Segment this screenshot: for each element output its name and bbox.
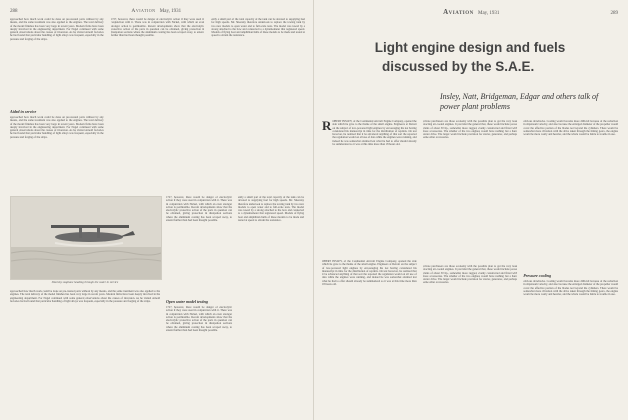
open-water-heading: Open water model testing (166, 299, 208, 304)
headline-line-1: Light engine design and fuels (374, 40, 566, 55)
left-lower-text-3: ently a small part of the total capacity of the tank can be devoted to supplying fuel for high speeds. Mr. Sikorsky therefore undertook to replace the towing tank by two new models to open water and to full-scale tests. The model was towed by a strong attached to the bow and connected to a dynamometer that registered speed. Models of flying boat and amphibian hulls of these models to be made and tested at speed to obtain the resistance. (238, 196, 304, 223)
article-deck: Insley, Natt, Bridgeman, Edgar and others talk of power plant problems (440, 92, 599, 111)
left-lower-column-1 (10, 290, 160, 412)
left-issue-date: May, 1931 (159, 9, 182, 14)
left-column-3-text: ently a small part of the total capacity of the tank can be devoted to supplying fuel for high speeds. Mr. Sikorsky therefore undertook to replace the towing tank by two new models to open water and to full-scale tests. The model was towed by a strong attached to the bow and connected to a dynamometer that registered speed. Models of flying boat and amphibian hulls of these models to be made and tested at speed to obtain the resistance. (211, 18, 306, 38)
left-column-3 (211, 18, 305, 200)
right-column-1-text: OBERT INSLEY, of the Continental Aircraft Engine Company, opened the side which he gave to the theme of the small engine. Engineers at Detroit on the subject of low-powered light engines by encouraging his not having considered his manuscript in time for the distribution of reprints. On test however, he realized that it be advanced anything of that sort the reported the regulation would on all use of data while the engines were running, and indeed he was somewhat alarmed lest what he had to offer should already be summarized so it was at this time more than 18 hours old. (332, 120, 417, 147)
right-column-2-text: private purchasers are those economy with the possible plan to get the very least exacting air-cooled engines. It provided the general that, these would include power plants of about 30 hp., somewhat more rugged, evenly constructed and fitted with more accessories. The smaller of the two engines would have nothing but a hand starter drive. The larger would include provision for starter, generator, and perhaps some other accessories. (422, 120, 518, 140)
right-column-2-text-b: private purchasers are those economy with the possible plan to get the very least exacting air-cooled engines. It provided the general that, these would include power plants of about 30 hp., somewhat more rugged, evenly constructed and fitted with more accessories. The smaller of the two engines would have nothing but a hand starter drive. The larger would include provision for starter, generator, and perhaps some other accessories. (422, 265, 518, 285)
left-column-1-text-b: approached how much work could be done on pre-treated parts without by any means, and the same treatment was also applied to the engines. The total delivery of the model finishes has been very large in recent years. Modern firms have been deeply involved in the engineering department. For Nagel continued with some general observations about the causes of inversion. As he visited Arnold factories he had found that particular handling of light alloys was frequent, especially in the pressure and forging of the strips. (10, 116, 104, 139)
left-magazine-name: Aviation (131, 8, 156, 14)
right-column-3-text-b: obvious drawbacks. Cooling would become more difficult because of the reduction in slipstream velocity, and also because the enlarged diameter of the propeller would cover the effective portion of the blades not beyond the cylinders. There would be somewhat more vibration with the drive taken through the timing gears, the engine would be more costly and heavier, and the whole would be liable to trouble in use. (523, 280, 619, 297)
left-page-number: 288 (10, 9, 18, 14)
right-column-1-text-b: OBERT INSLEY, of the Continental Aircraft Engine Company, opened the side which he gave to the theme of the small engine. Engineers at Detroit on the subject of low-powered light engines by encouraging his not having considered his manuscript in time for the distribution of reprints. On test however, he realized that it be advanced anything of that sort the reported the regulation would on all use of data while the engines were running, and indeed he was somewhat alarmed lest what he had to offer should already be summarized so it was at this time more than 18 hours old. (322, 260, 417, 287)
right-columns (322, 120, 618, 412)
left-running-head (10, 8, 305, 18)
seaplane-illustration (11, 197, 161, 279)
left-column-1 (10, 18, 104, 200)
right-page-number: 289 (610, 11, 618, 16)
figure-caption: Sikorsky seaplane heading through the water in service (51, 280, 119, 284)
left-lower-column-2 (166, 196, 232, 412)
left-column-1-text: approached how much work could be done on pre-treated parts without by any means, and the same treatment was also applied to the engines. The total delivery of the model finishes has been very large in recent years. Modern firms have been deeply involved in the engineering department. For Nagel continued with some general observations about the causes of inversion. As he visited Arnold factories he had found that particular handling of light alloys was frequent, especially in the pressure and forging of the strips. (10, 18, 104, 41)
right-running-head (322, 8, 618, 18)
right-column-3 (523, 120, 618, 412)
left-lower-text-2: 1727, however, there would be danger of electrolytic action if they were used in conjunction with it. There was in conjunction with Nickel, with which an even stronger action is permissible. Recent developments show that the electrolytic protective action of the parts in question can be obtained, giving protection in dissipation sections where the aluminum coating has been scraped away, to extend further than had been thought possible. (166, 196, 232, 223)
left-lower-text-2b: 1727, however, there would be danger of electrolytic action if they were used in conjunction with it. There was in conjunction with Nickel, with which an even stronger action is permissible. Recent developments show that the electrolytic protective action of the parts in question can be obtained, giving protection in dissipation sections where the aluminum coating has been scraped away, to extend further than had been thought possible. (166, 306, 232, 333)
left-column-2-text: 1727, however, there would be danger of electrolytic action if they were used in conjunction with it. There was in conjunction with Nickel, with which an even stronger action is permissible. Recent developments show that the electrolytic protective action of the parts in question can be obtained, giving protection in dissipation sections where the aluminum coating has been scraped away, to extend further than had been thought possible. (110, 18, 205, 38)
left-lower-text-1: approached how much work could be done on pre-treated parts without by any means, and the same treatment was also applied to the engines. The total delivery of the model finishes has been very large in recent years. Modern firms have been deeply involved in the engineering department. For Nagel continued with some general observations about the causes of inversion. As he visited Arnold factories he had found that particular handling of light alloys was frequent, especially in the pressure and forging of the strips. (10, 290, 160, 303)
right-column-1 (322, 120, 417, 412)
pressure-cooling-heading: Pressure cooling (523, 273, 552, 278)
headline-line-2: discussed by the S.A.E. (382, 59, 535, 74)
left-section-heading: Aided in service (10, 109, 37, 114)
article-headline (322, 40, 618, 74)
drop-cap: R (322, 118, 332, 133)
right-page (314, 0, 628, 420)
right-magazine-name: Aviation (443, 8, 474, 16)
left-columns (10, 18, 305, 200)
right-column-3-text: obvious drawbacks. Cooling would become more difficult because of the reduction in slipstream velocity, and also because the enlarged diameter of the propeller would cover the effective portion of the blades not beyond the cylinders. There would be somewhat more vibration with the drive taken through the timing gears, the engine would be more costly and heavier, and the whole would be liable to trouble in use. (523, 120, 619, 137)
right-column-2 (423, 120, 518, 412)
right-issue-date: May, 1931 (478, 11, 500, 16)
seaplane-photo (10, 196, 162, 280)
left-lower-column-3 (238, 196, 304, 412)
left-column-2 (111, 18, 205, 200)
